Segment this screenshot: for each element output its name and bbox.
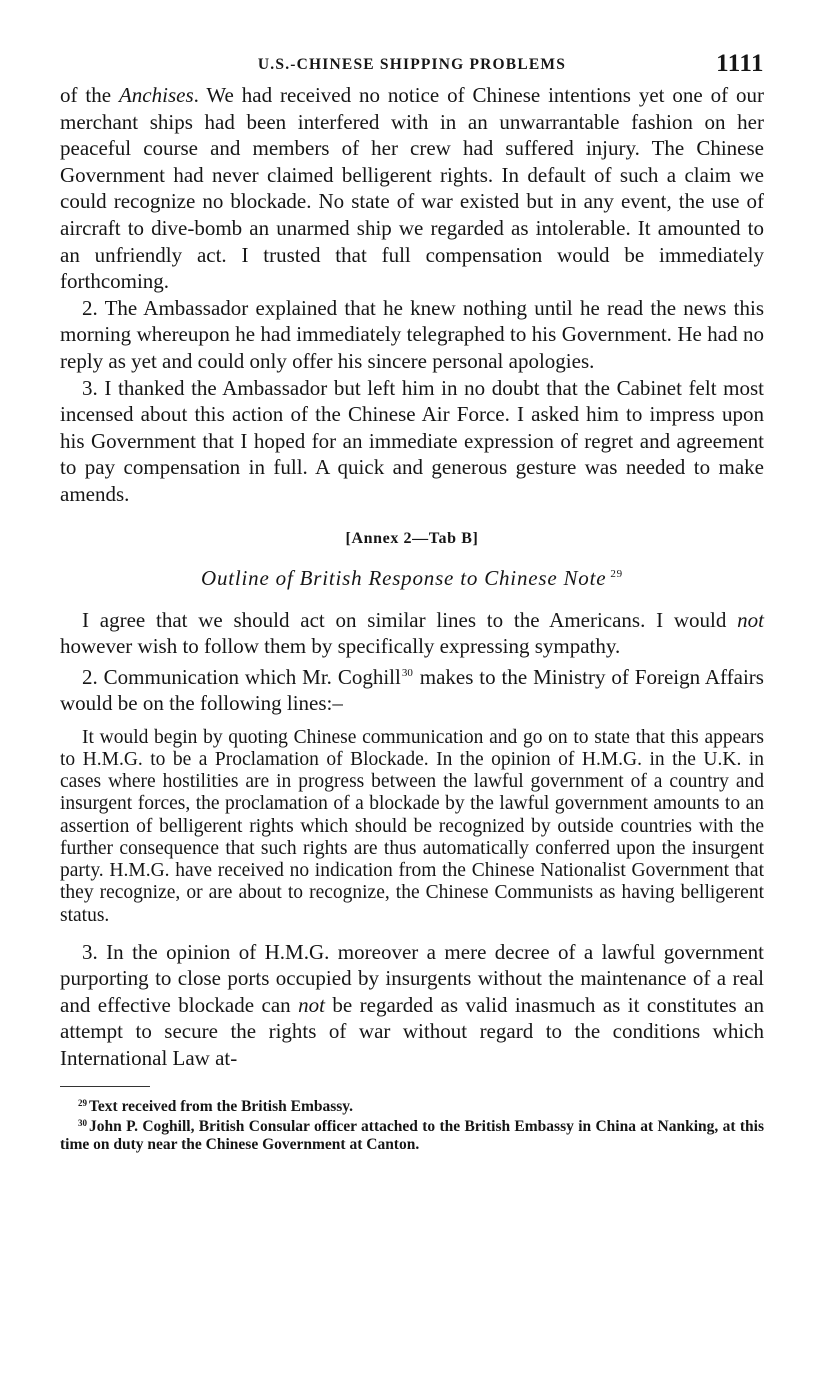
footnote-ref: 29 — [610, 567, 623, 580]
footnote-number: 30 — [78, 1118, 87, 1129]
text-run: however wish to follow them by specifically expressing sympathy. — [60, 634, 621, 659]
page-number: 1111 — [716, 50, 764, 77]
emphasis: not — [298, 992, 325, 1017]
continued-paragraph — [60, 82, 764, 295]
running-title: U.S.-CHINESE SHIPPING PROBLEMS — [257, 56, 567, 73]
text-run: 2. Communication which Mr. Coghill — [82, 664, 401, 689]
text-run: I agree that we should act on similar lines to the Americans. I would — [82, 607, 738, 632]
text-run: of the — [60, 83, 119, 107]
paragraph-2: 2. The Ambassador explained that he knew nothing until he read the news this morning whereupon he had immediately telegraphed to his Government. He had no reply as yet and could only offer his sincere personal apologies. — [60, 295, 764, 373]
footnote-number: 29 — [78, 1097, 87, 1108]
footnote-ref: 30 — [401, 666, 413, 679]
footnote-text: Text received from the British Embassy. — [89, 1097, 354, 1115]
annex-heading: [Annex 2—Tab B] — [345, 529, 479, 547]
section-title-text: Outline of British Response to Chinese Note — [201, 565, 607, 590]
running-header — [60, 52, 764, 82]
emphasis: not — [737, 607, 764, 632]
annex-paragraph-1 — [60, 607, 764, 660]
block-quote: It would begin by quoting Chinese communication and go on to state that this appears to H.M.G. to be a Proclamation of Blockade. In the opinion of H.M.G. in the U.K. in cases where hostilities are in progress between the lawful government of a country and insurgent forces, the proclamation of a blockade by the lawful government amounts to an assertion of belligerent rights which should be recognized by outside countries with the further consequence that such rights are thus automatically conferred upon the insurgent party. H.M.G. have received no indication from the Chinese Nationalist Government that they recognize, or are about to recognize, the Chinese Communists as having belligerent status. — [60, 726, 764, 926]
text-run: makes to the Ministry of Foreign Affairs would be on the following lines:– — [60, 664, 764, 716]
annex-paragraph-3 — [60, 939, 764, 1072]
text-run: 3. In the opinion of H.M.G. moreover a mere decree of a lawful government purporting to close ports occupied by insurgents without the maintenance of a real and effective blockade can — [60, 939, 764, 1017]
paragraph-3: 3. I thanked the Ambassador but left him in no doubt that the Cabinet felt most incensed about this action of the Chinese Air Force. I asked him to impress upon his Government that I hoped for an immediate expression of regret and agreement to pay compensation in full. A quick and generous gesture was needed to make amends. — [60, 375, 764, 506]
text-run: . We had received no notice of Chinese intentions yet one of our merchant ships had been interfered with in an unwarrantable fashion on her peaceful course and members of her crew had suffered injury. The Chinese Government had never claimed belligerent rights. In default of such a claim we could recognize no blockade. No state of war existed but in any event, the use of aircraft to dive-bomb an unarmed ship we regarded as intolerable. It amounted to an unfriendly act. I trusted that full compensation would be immediately forthcoming. — [60, 83, 765, 294]
text-run: be regarded as valid inasmuch as it constitutes an attempt to secure the rights of war without regard to the conditions which International Law at- — [60, 992, 764, 1071]
annex-paragraph-2 — [60, 660, 764, 717]
footnote-divider — [60, 1086, 150, 1087]
section-title — [60, 566, 764, 591]
footnote-30 — [60, 1115, 764, 1153]
footnote-29 — [60, 1095, 764, 1116]
document-page — [60, 52, 764, 1153]
footnote-text: John P. Coghill, British Consular officer attached to the British Embassy in China at Nanking, at this time on duty near the Chinese Government at Canton. — [60, 1118, 764, 1153]
ship-name: Anchises — [118, 83, 194, 107]
